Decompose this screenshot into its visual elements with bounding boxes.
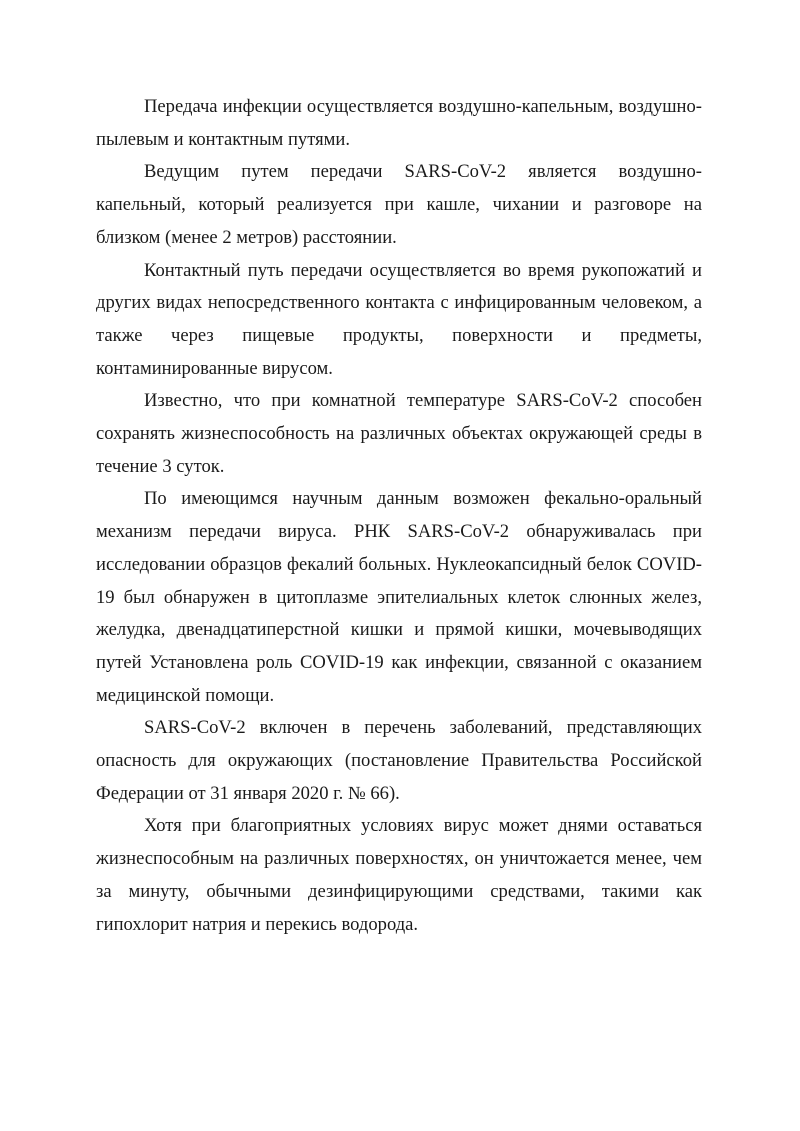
document-body bbox=[96, 91, 702, 941]
paragraph-contact-route: Контактный путь передачи осуществляется во время рукопожатий и других видах непосредственного контакта с инфицированным человеком, а также через пищевые продукты, поверхности и предметы, контаминированные вирусом. bbox=[96, 259, 702, 379]
paragraph-viability: Известно, что при комнатной температуре SARS-CoV-2 способен сохранять жизнеспособность на различных объектах окружающей среды в течение 3 суток. bbox=[96, 390, 702, 477]
paragraph-dangerous-disease-list: SARS-CoV-2 включен в перечень заболеваний, представляющих опасность для окружающих (постановление Правительства Российской Федерации от 31 января 2020 г. № 66). bbox=[96, 717, 702, 804]
paragraph-fecal-oral: По имеющимся научным данным возможен фекально-оральный механизм передачи вируса. РНК SARS-CoV-2 обнаруживалась при исследовании образцов фекалий больных. Нуклеокапсидный белок COVID-19 был обнаружен в цитоплазме эпителиальных клеток слюнных желез, желудка, двенадцатиперстной кишки и прямой кишки, мочевыводящих путей Установлена роль COVID-19 как инфекции, связанной с оказанием медицинской помощи. bbox=[96, 488, 702, 706]
paragraph-disinfection: Хотя при благоприятных условиях вирус может днями оставаться жизнеспособным на различных поверхностях, он уничтожается менее, чем за минуту, обычными дезинфицирующими средствами, такими как гипохлорит натрия и перекись водорода. bbox=[96, 815, 702, 935]
paragraph-airborne-route: Ведущим путем передачи SARS-CoV-2 является воздушно-капельный, который реализуется при кашле, чихании и разговоре на близком (менее 2 метров) расстоянии. bbox=[96, 161, 702, 248]
paragraph-transmission-routes: Передача инфекции осуществляется воздушно-капельным, воздушно-пылевым и контактным путями. bbox=[96, 96, 702, 150]
